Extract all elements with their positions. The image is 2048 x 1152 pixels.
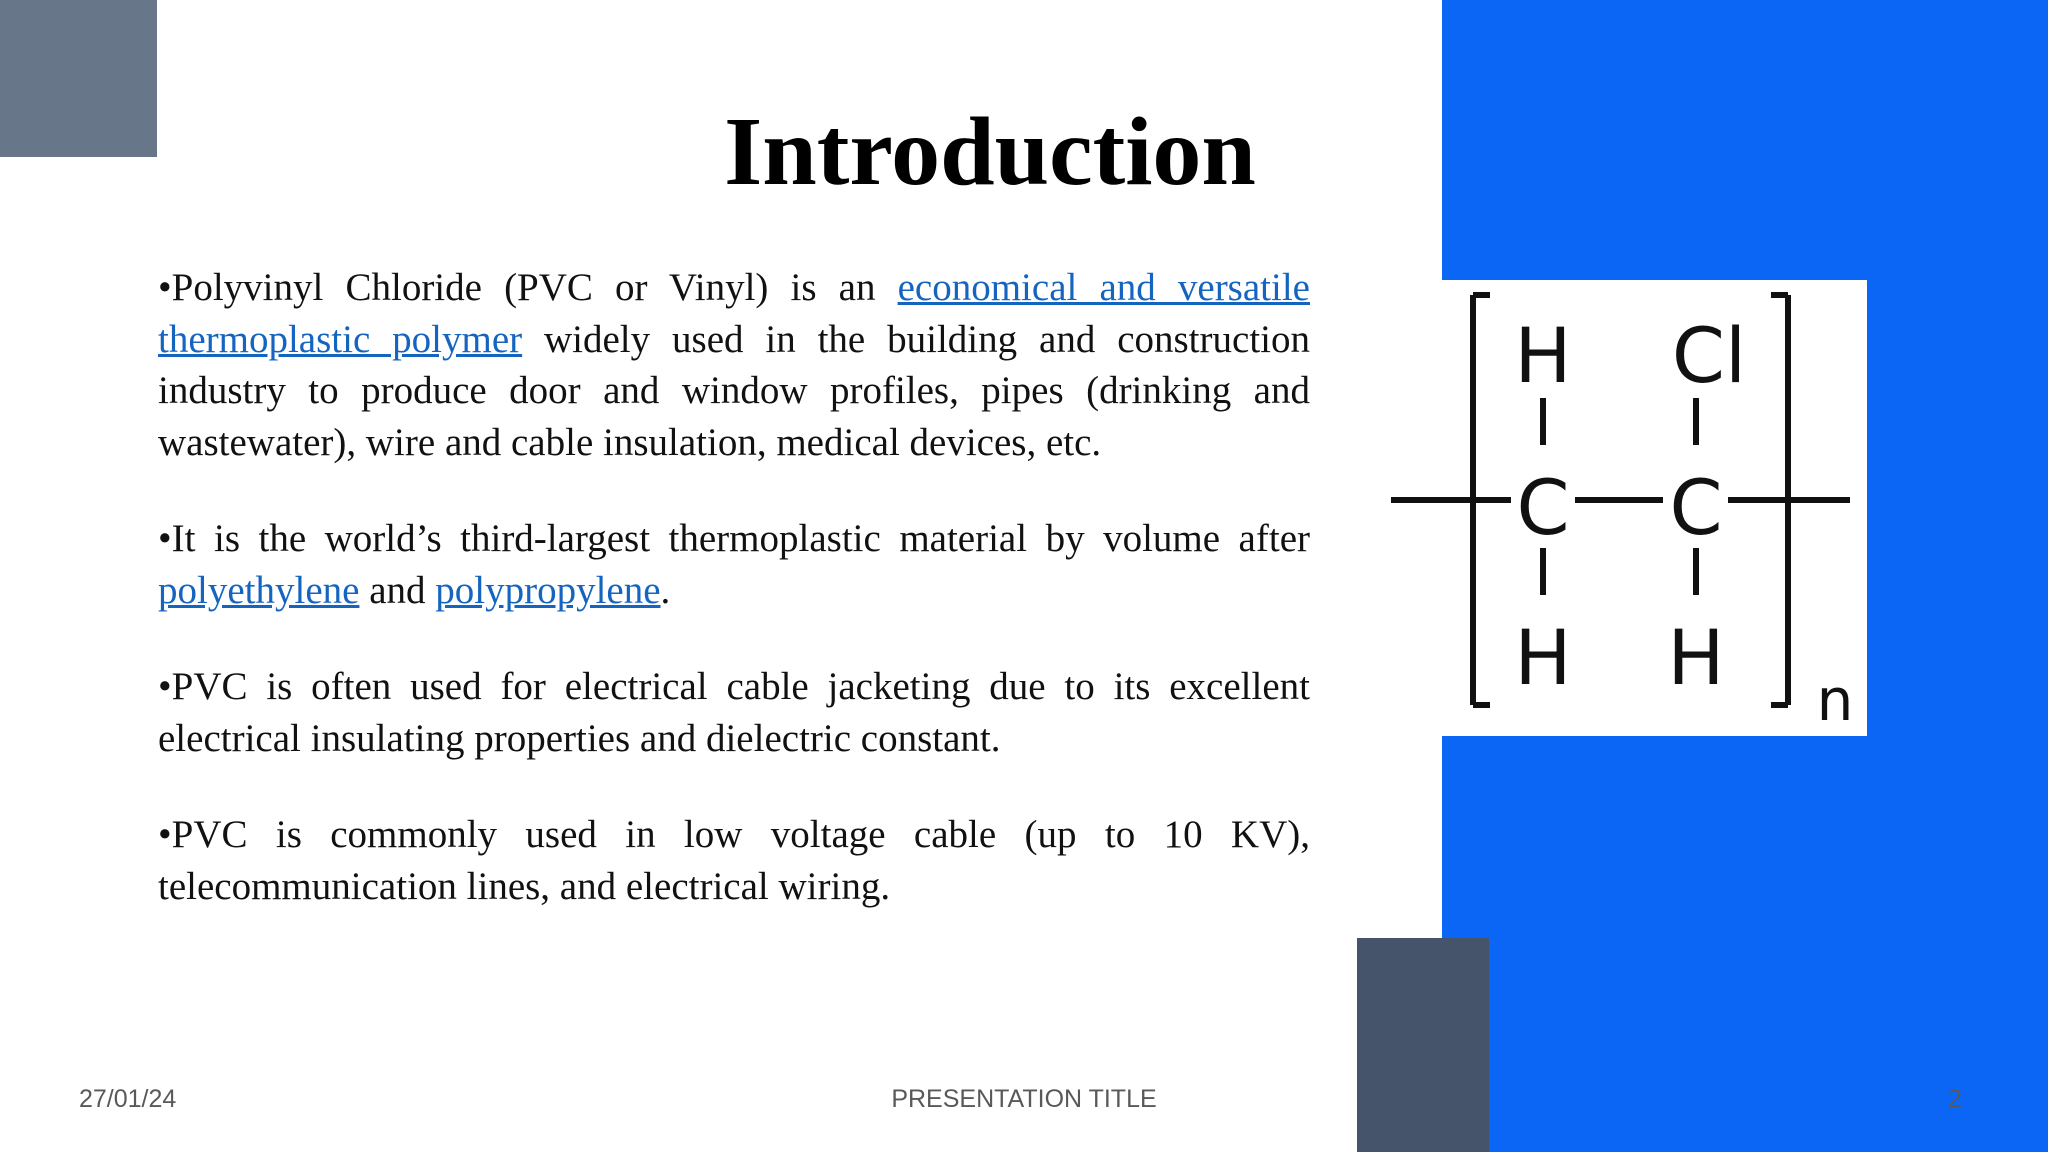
paragraph-text: . (660, 568, 671, 612)
paragraph-text: widely used in the building and construction industry to produce door and window profiles, pipes (drinking and wastewater), wire and cable insulation, medical devices, etc. (158, 317, 1310, 464)
pvc-structure-image (1376, 280, 1867, 736)
bullet-paragraph (158, 513, 1310, 616)
atom-h-bottom-right: H (1667, 613, 1725, 702)
hyperlink[interactable]: polypropylene (435, 568, 661, 612)
subscript-n: n (1816, 666, 1854, 734)
paragraph-text: •PVC is often used for electrical cable jacketing due to its excellent electrical insulating properties and dielectric constant. (158, 665, 1310, 760)
atom-cl: Cl (1671, 311, 1747, 400)
bullet-paragraph (158, 661, 1310, 764)
slide-title: Introduction (724, 98, 1256, 206)
footer-date: 27/01/24 (79, 1085, 177, 1113)
footer-presentation-title: PRESENTATION TITLE (891, 1085, 1157, 1113)
pvc-structural-formula (1376, 280, 1867, 736)
atom-c-left: C (1516, 463, 1570, 552)
paragraph-text: and (359, 568, 436, 612)
paragraph-text: •Polyvinyl Chloride (PVC or Vinyl) is an (158, 266, 898, 309)
bullet-paragraph (158, 809, 1310, 912)
paragraph-text: •PVC is commonly used in low voltage cable (up to 10 KV), telecommunication lines, and electrical wiring. (158, 813, 1310, 908)
bullet-paragraph (158, 262, 1310, 468)
hyperlink[interactable]: polyethylene (158, 568, 360, 612)
paragraph-text: •It is the world’s third-largest thermoplastic material by volume after (158, 517, 1310, 560)
footer-page-number: 2 (1948, 1085, 1962, 1113)
decorative-corner-square (0, 0, 157, 157)
hyperlink[interactable]: economical and versatile thermoplastic polymer (158, 266, 1310, 361)
atom-c-right: C (1669, 463, 1723, 552)
atom-h-bottom-left: H (1514, 613, 1572, 702)
decorative-bottom-block (1357, 938, 1489, 1152)
slide-body (158, 262, 1310, 957)
atom-h-top: H (1514, 311, 1572, 400)
